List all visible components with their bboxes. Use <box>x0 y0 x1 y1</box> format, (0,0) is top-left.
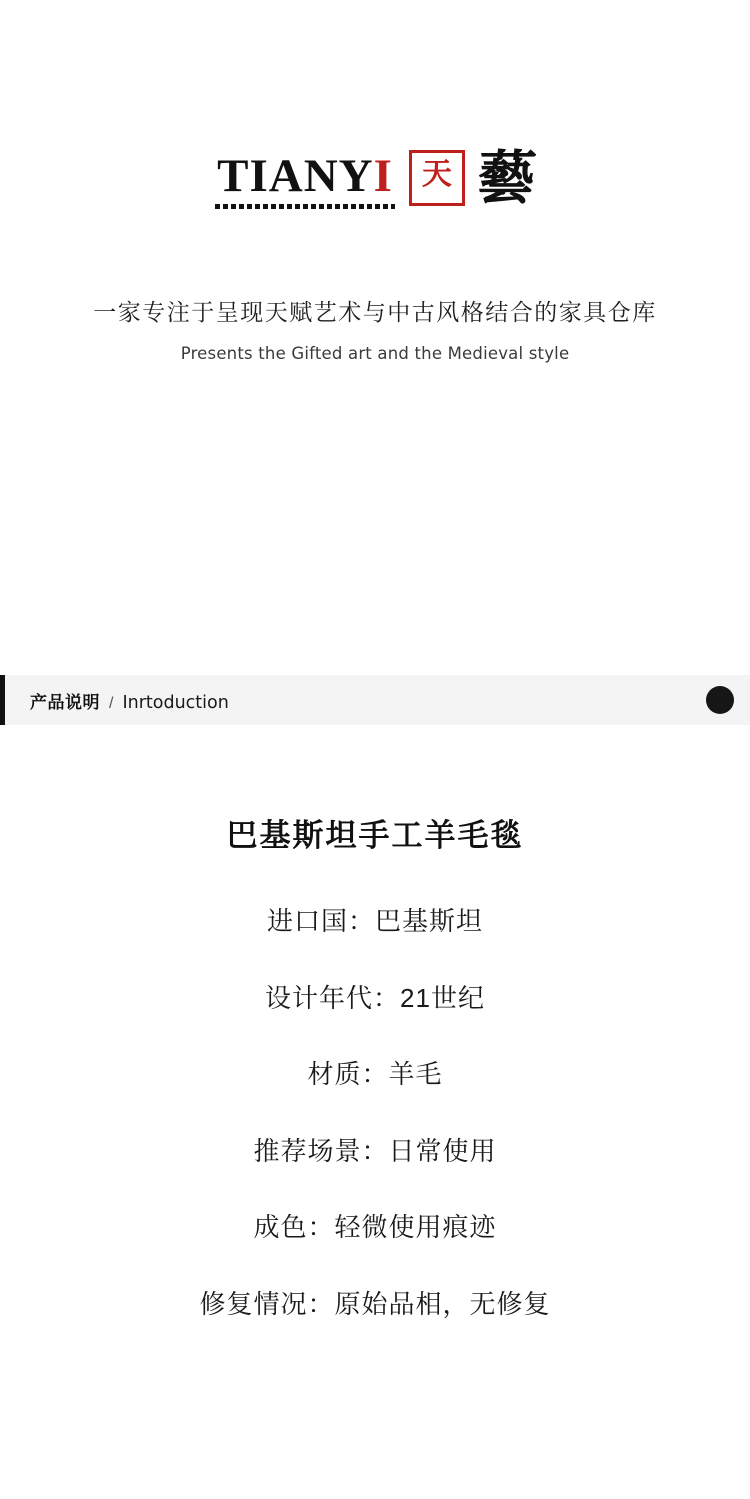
spec-row: 设计年代：21世纪 <box>265 982 485 1013</box>
page-title: 巴基斯坦手工羊毛毯 <box>226 818 524 853</box>
logo-dashed-rule <box>215 204 395 209</box>
logo-brush-character: 藝 <box>473 146 539 211</box>
logo-wordmark <box>215 150 395 209</box>
logo-seal-icon: 天 <box>409 150 465 206</box>
tianyi-logo <box>215 146 539 212</box>
section-titles <box>5 688 229 713</box>
section-title-english: Inrtoduction <box>122 692 229 713</box>
section-header-introduction <box>0 675 750 725</box>
brand-header <box>0 146 750 212</box>
spec-row: 材质：羊毛 <box>307 1059 443 1089</box>
spec-row: 进口国：巴基斯坦 <box>266 906 483 936</box>
logo-wordmark-main: TIANY <box>217 150 374 202</box>
product-spec-block <box>0 810 750 1320</box>
tagline-chinese: 一家专注于呈现天赋艺术与中古风格结合的家具仓库 <box>93 299 657 325</box>
bullet-dot-icon <box>706 686 734 714</box>
spec-row: 修复情况：原始品相，无修复 <box>199 1288 551 1319</box>
logo-wordmark-accent: I <box>373 150 393 202</box>
section-title-chinese: 产品说明 <box>30 692 100 712</box>
spec-row: 推荐场景：日常使用 <box>253 1135 497 1166</box>
spec-row: 成色：轻微使用痕迹 <box>253 1212 497 1242</box>
section-separator: / <box>109 694 114 712</box>
tagline-block <box>0 296 750 363</box>
logo-wordmark-text <box>215 150 395 204</box>
tagline-english: Presents the Gifted art and the Medieval style <box>180 344 570 364</box>
